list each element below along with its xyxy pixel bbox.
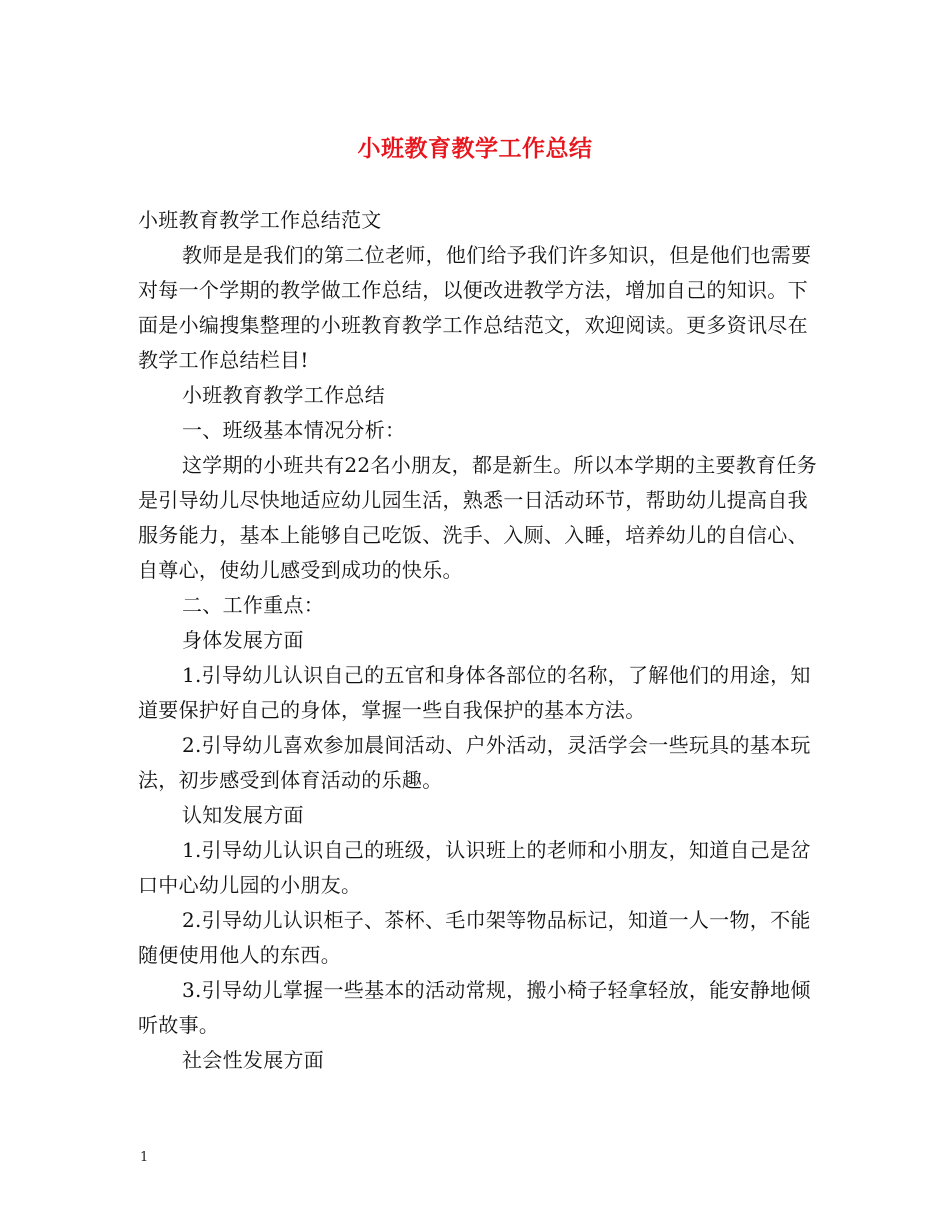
paragraph-heading: 小班教育教学工作总结: [182, 383, 385, 407]
list-item-cognitive-2: 2.引导幼儿认识柜子、茶杯、毛巾架等物品标记，知道一人一物，不能随便使用他人的东西。: [138, 908, 811, 967]
list-item-physical-2: 2.引导幼儿喜欢参加晨间活动、户外活动，灵活学会一些玩具的基本玩法，初步感受到体育活动的乐趣。: [138, 733, 811, 792]
page-number: 1: [140, 1150, 149, 1165]
list-item-cognitive-1: 1.引导幼儿认识自己的班级，认识班上的老师和小朋友，知道自己是岔口中心幼儿园的小朋友。: [138, 838, 811, 897]
section-heading-work-focus: 二、工作重点：: [182, 593, 325, 617]
subheading-social-development: 社会性发展方面: [182, 1048, 325, 1072]
paragraph-class-analysis: 这学期的小班共有22名小朋友，都是新生。所以本学期的主要教育任务是引导幼儿尽快地适应幼儿园生活，熟悉一日活动环节，帮助幼儿提高自我服务能力，基本上能够自己吃饭、洗手、入厕、入睡，培养幼儿的自信心、自尊心，使幼儿感受到成功的快乐。: [138, 453, 818, 582]
document-body: [138, 203, 828, 1078]
paragraph-intro: 教师是是我们的第二位老师，他们给予我们许多知识，但是他们也需要对每一个学期的教学做工作总结，以便改进教学方法，增加自己的知识。下面是小编搜集整理的小班教育教学工作总结范文，欢迎阅读。更多资讯尽在教学工作总结栏目!: [138, 243, 812, 372]
list-item-cognitive-3: 3.引导幼儿掌握一些基本的活动常规，搬小椅子轻拿轻放，能安静地倾听故事。: [138, 978, 811, 1037]
subheading-cognitive-development: 认知发展方面: [182, 803, 304, 827]
section-heading-class-analysis: 一、班级基本情况分析：: [182, 418, 406, 442]
document-title: 小班教育教学工作总结: [357, 135, 593, 162]
document-subtitle: 小班教育教学工作总结范文: [138, 208, 382, 232]
list-item-physical-1: 1.引导幼儿认识自己的五官和身体各部位的名称，了解他们的用途，知道要保护好自己的身体，掌握一些自我保护的基本方法。: [138, 663, 811, 722]
subheading-physical-development: 身体发展方面: [182, 628, 304, 652]
